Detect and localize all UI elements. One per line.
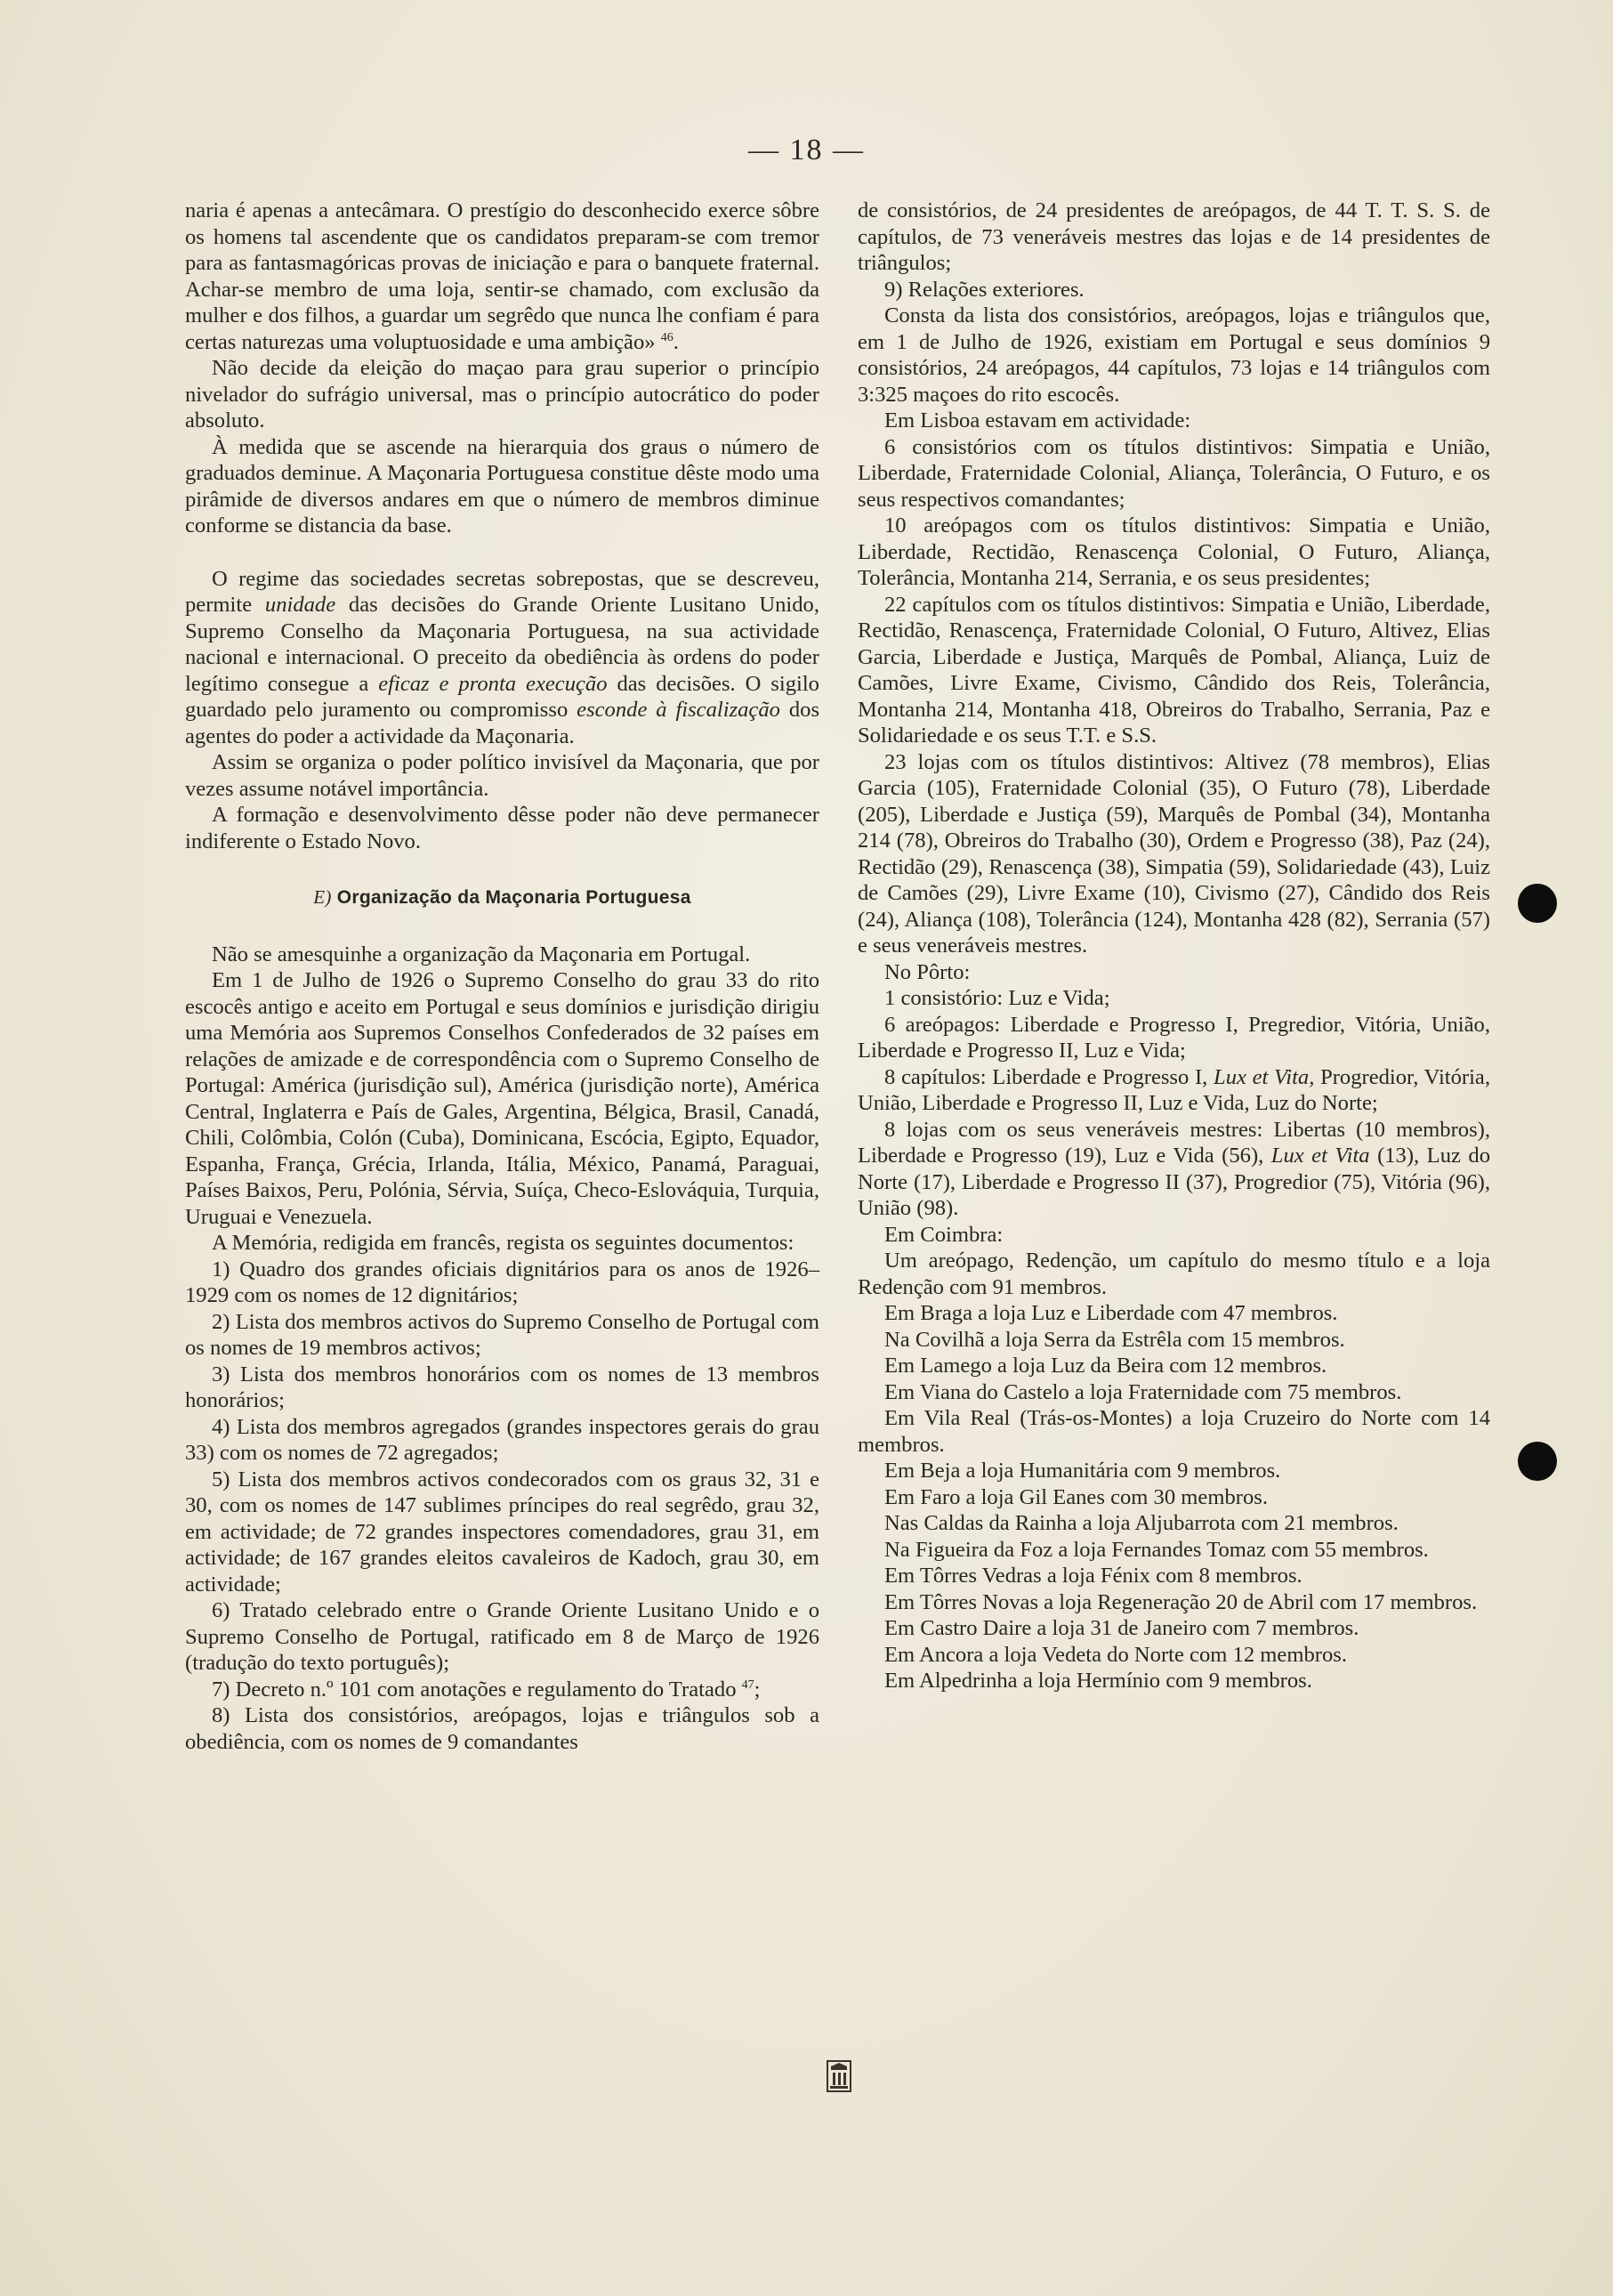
paragraph: Em Viana do Castelo a loja Fraternidade com 75 membros.	[884, 1379, 1402, 1404]
paragraph: Em Coimbra:	[884, 1222, 1004, 1247]
list-item: 2) Lista dos membros activos do Supremo Conselho de Portugal com os nomes de 19 membros activos;	[185, 1309, 819, 1360]
paragraph: Em Tôrres Novas a loja Regeneração 20 de Abril com 17 membros.	[884, 1589, 1478, 1614]
list-item: 6) Tratado celebrado entre o Grande Oriente Lusitano Unido e o Supremo Conselho de Portugal, ratificado em 8 de Março de 1926 (tradução do texto português);	[185, 1598, 819, 1675]
paragraph: Em Faro a loja Gil Eanes com 30 membros.	[884, 1484, 1268, 1509]
list-item: 3) Lista dos membros honorários com os nomes de 13 membros honorários;	[185, 1362, 819, 1412]
list-item: 9) Relações exteriores.	[884, 277, 1085, 302]
section-title: Organização da Maçonaria Portuguesa	[336, 887, 691, 908]
paragraph: Não decide da eleição do maçao para grau superior o princípio nivelador do sufrágio universal, mas o princípio autocrático do poder absoluto.	[185, 356, 819, 433]
text-run: Progredior, Vitória, União, Liberdade e Progresso II, Luz e Vida, Luz do Norte;	[858, 1064, 1490, 1115]
paragraph: Em Ancora a loja Vedeta do Norte com 12 membros.	[884, 1642, 1347, 1667]
italic-text: Lux et Vita	[1270, 1144, 1370, 1168]
footnote-ref: 46	[660, 330, 673, 344]
paragraph: 1 consistório: Luz e Vida;	[884, 986, 1110, 1010]
paragraph: Em Lisboa estavam em actividade:	[884, 408, 1191, 433]
list-item: 5) Lista dos membros activos condecorados com os graus 32, 31 e 30, com os nomes de 147 sublimes príncipes do real segrêdo, grau 32, em actividade; de 72 grandes inspectores comendadores, grau 31, em actividade; de 167 grandes eleitos cavaleiros de Kadoch, grau 30, em actividade;	[185, 1467, 819, 1597]
paragraph-text: naria é apenas a antecâmara. O prestígio do desconhecido exerce sôbre os homens tal ascendente que os candidatos preparam-se com tremor para as fantasmagóricas provas de iniciação e para o banquete fraternal. Achar-se membro de uma loja, sentir-se chamado, com exclusão da mulher e dos filhos, a guardar um segrêdo que nunca lhe confiam é para certas naturezas uma voluptuosidade e uma ambição»	[185, 198, 819, 354]
list-item-text: 7) Decreto n.º 101 com anotações e regulamento do Tratado	[212, 1677, 737, 1702]
punch-hole-icon	[1518, 1442, 1557, 1481]
paragraph-chapters-porto	[858, 1064, 1490, 1117]
italic-text: unidade	[264, 593, 336, 617]
paragraph: A formação e desenvolvimento dêsse poder não deve permanecer indiferente o Estado Novo.	[185, 803, 819, 853]
paragraph: 10 areópagos com os títulos distintivos: Simpatia e União, Liberdade, Rectidão, Renascença Colonial, O Futuro, Aliança, Tolerância, Montanha 214, Serrania, e os seus presidentes;	[858, 513, 1490, 590]
paragraph: Em Castro Daire a loja 31 de Janeiro com 7 membros.	[884, 1616, 1359, 1640]
paragraph: A Memória, redigida em francês, regista os seguintes documentos:	[212, 1231, 794, 1255]
text-run: das decisões do Grande Oriente Lusitano Unido, Supremo Conselho da Maçonaria Portuguesa, na sua actividade nacional e internacional. O preceito da obediência às ordens do poder legítimo consegue a	[185, 593, 819, 696]
text-run: 8 capítulos: Liberdade e Progresso I,	[884, 1064, 1214, 1089]
paragraph: Em Vila Real (Trás-os-Montes) a loja Cruzeiro do Norte com 14 membros.	[858, 1406, 1490, 1457]
paragraph: Em Lamego a loja Luz da Beira com 12 membros.	[884, 1354, 1327, 1378]
italic-text: eficaz e pronta execução	[378, 671, 608, 696]
library-stamp-icon	[824, 2056, 854, 2095]
list-item	[185, 1677, 819, 1703]
paragraph: Em Braga a loja Luz e Liberdade com 47 membros.	[884, 1301, 1338, 1325]
paragraph: Em Beja a loja Humanitária com 9 membros.	[884, 1459, 1281, 1483]
punch-hole-icon	[1518, 884, 1557, 923]
text-run: O regime das sociedades secretas sobrepostas, que se descreveu, permite	[185, 566, 819, 617]
paragraph: Não se amesquinhe a organização da Maçonaria em Portugal.	[212, 942, 751, 966]
paragraph: Em Tôrres Vedras a loja Fénix com 8 membros.	[884, 1564, 1302, 1588]
list-item: 1) Quadro dos grandes oficiais dignitários para os anos de 1926–1929 com os nomes de 12 dignitários;	[185, 1257, 819, 1307]
paragraph: Na Figueira da Foz a loja Fernandes Tomaz com 55 membros.	[884, 1537, 1429, 1562]
list-item: 8) Lista dos consistórios, areópagos, lojas e triângulos sob a obediência, com os nomes de 9 comandantes	[185, 1703, 819, 1754]
paragraph: 6 areópagos: Liberdade e Progresso I, Pregredior, Vitória, União, Liberdade e Progresso II, Luz e Vida;	[858, 1012, 1490, 1063]
paragraph-lodges-porto	[858, 1117, 1490, 1222]
text-run: dos agentes do poder a actividade da Maçonaria.	[185, 698, 820, 748]
section-letter: E)	[313, 886, 332, 908]
paragraph: Um areópago, Redenção, um capítulo do mesmo título e a loja Redenção com 91 membros.	[858, 1249, 1490, 1299]
paragraph: Na Covilhã a loja Serra da Estrêla com 15 membros.	[884, 1327, 1345, 1352]
text-run: 8 lojas com os seus veneráveis mestres: Libertas (10 membros), Liberdade e Progresso (19), Luz e Vida (56),	[858, 1117, 1490, 1168]
paragraph: Consta da lista dos consistórios, areópagos, lojas e triângulos que, em 1 de Julho de 1926, existiam em Portugal e seus domínios 9 consistórios, 24 areópagos, 44 capítulos, 73 lojas e 14 triângulos com 3:325 maçoes do rito escocês.	[858, 303, 1490, 407]
paragraph: No Pôrto:	[884, 959, 971, 984]
left-column	[185, 198, 819, 1755]
right-column	[858, 198, 1490, 1694]
paragraph: Nas Caldas da Rainha a loja Aljubarrota com 21 membros.	[884, 1511, 1399, 1535]
list-item: 4) Lista dos membros agregados (grandes inspectores gerais do grau 33) com os nomes de 72 agregados;	[185, 1414, 819, 1465]
page-number: — 18 —	[748, 133, 865, 166]
paragraph: Em Alpedrinha a loja Hermínio com 9 membros.	[884, 1669, 1312, 1693]
text-run: das decisões. O sigilo guardado pelo juramento ou compromisso	[185, 671, 819, 722]
paragraph: de consistórios, de 24 presidentes de areópagos, de 44 T. T. S. S. de capítulos, de 73 veneráveis mestres das lojas e de 14 presidentes de triângulos;	[858, 198, 1490, 275]
italic-text: esconde à fiscalização	[577, 698, 780, 722]
section-heading	[185, 885, 819, 911]
italic-text: Lux et Vita,	[1214, 1064, 1315, 1089]
paragraph: 22 capítulos com os títulos distintivos: Simpatia e União, Liberdade, Rectidão, Renascença, Fraternidade Colonial, O Futuro, Altivez, Elias Garcia, Liberdade e Justiça, Marquês de Pombal, Aliança, Luiz de Camões, Livre Exame, Civismo, Cândido dos Reis, Tolerância, Montanha 214, Montanha 418, Obreiros do Trabalho, Serrania, Paz e Solidariedade e os seus T.T. e S.S.	[858, 592, 1490, 748]
punctuation: ;	[754, 1677, 761, 1702]
paragraph: Em 1 de Julho de 1926 o Supremo Conselho do grau 33 do rito escocês antigo e aceito em Portugal e seus domínios e jurisdição dirigiu uma Memória aos Supremos Conselhos Confederados de 32 países em relações de amizade e de correspondência com o Supremo Conselho de Portugal: América (jurisdição sul), América (jurisdição norte), América Central, Inglaterra e País de Gales, Argentina, Bélgica, Brasil, Canadá, Chili, Colômbia, Colón (Cuba), Dominicana, Escócia, Egipto, Equador, Espanha, França, Grécia, Irlanda, Itália, México, Panamá, Paraguai, Países Baixos, Peru, Polónia, Sérvia, Suíça, Checo-Eslováquia, Turquia, Uruguai e Venezuela.	[185, 968, 819, 1229]
paragraph: 6 consistórios com os títulos distintivos: Simpatia e União, Liberdade, Fraternidade Colonial, Aliança, Tolerância, O Futuro, e os seus respectivos comandantes;	[858, 434, 1490, 512]
paragraph: Assim se organiza o poder político invisível da Maçonaria, que por vezes assume notável importância.	[185, 750, 819, 801]
paragraph: 23 lojas com os títulos distintivos: Altivez (78 membros), Elias Garcia (105), Fraternidade Colonial (35), O Futuro (78), Liberdade (205), Liberdade e Justiça (59), Marquês de Pombal (34), Montanha 214 (78), Obreiros do Trabalho (30), Ordem e Progresso (38), Paz (24), Rectidão (29), Renascença (38), Simpatia (59), Solidariedade (43), Luiz de Camões (29), Livre Exame (10), Civismo (27), Cândido dos Reis (24), Aliança (108), Tolerância (124), Montanha 428 (82), Serrania (57) e seus veneráveis mestres.	[858, 749, 1490, 958]
paragraph-regime	[185, 566, 819, 750]
paragraph: À medida que se ascende na hierarquia dos graus o número de graduados deminue. A Maçonaria Portuguesa constitue dêste modo uma pirâmide de diversos andares em que o número de membros diminue conforme se distancia da base.	[185, 434, 819, 538]
footnote-ref: 47	[741, 1678, 754, 1692]
paragraph: naria é apenas a antecâmara. O prestígio do desconhecido exerce sôbre os homens tal ascendente que os candidatos preparam-se com tremor para as fantasmagóricas provas de iniciação e para o banquete fraternal. Achar-se membro de uma loja, sentir-se chamado, com exclusão da mulher e dos filhos, a guardar um segrêdo que nunca lhe confiam é para certas naturezas uma voluptuosidade e uma ambição» $^{46}$.	[185, 198, 819, 354]
text-run: (13), Luz do Norte (17), Liberdade e Progresso II (37), Progredior (75), Vitória (96), União (98).	[858, 1144, 1490, 1220]
